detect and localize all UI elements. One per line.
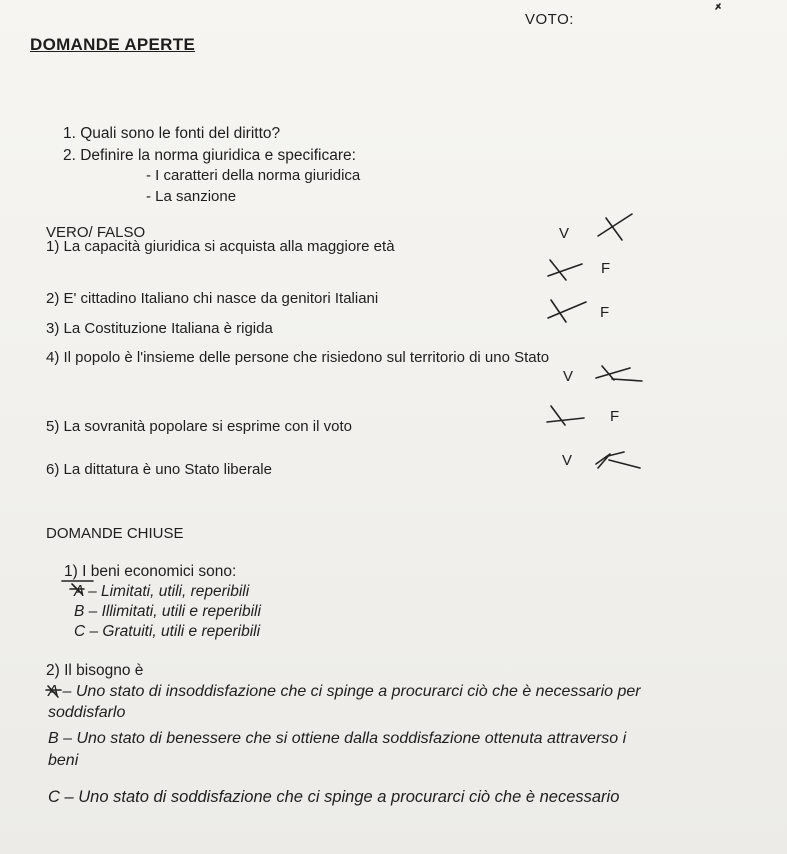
cross-out-mark-tf3 (548, 300, 586, 322)
tf-item-4: 4) Il popolo è l'insieme delle persone che risiedono sul territorio di uno Stato (46, 349, 550, 366)
tf-item-3: 3) La Costituzione Italiana è rigida (46, 320, 273, 337)
closed-question-1: 1) I beni economici sono: (64, 563, 237, 580)
tf-1-true: V (559, 225, 570, 242)
closed-q2-option-b: B – Uno stato di benessere che si ottiene dalla soddisfazione ottenuta attraverso i (48, 730, 627, 747)
tf-5-false: F (610, 408, 620, 425)
open-question-1: 1. Quali sono le fonti del diritto? (63, 125, 281, 142)
closed-question-2: 2) Il bisogno è (46, 662, 144, 679)
open-questions-title: DOMANDE APERTE (30, 35, 196, 54)
cross-out-mark-tf2 (548, 260, 582, 280)
tf-6-true: V (562, 452, 573, 469)
tf-item-5: 5) La sovranità popolare si esprime con il voto (46, 418, 352, 435)
closed-q2-option-a: A – Uno stato di insoddisfazione che ci spinge a procurarci ciò che è necessario per (48, 683, 641, 700)
cross-out-mark-tf4 (596, 366, 642, 381)
closed-questions-title: DOMANDE CHIUSE (46, 525, 184, 542)
closed-q2-option-a-continued: soddisfarlo (48, 704, 126, 721)
true-false-title: VERO/ FALSO (46, 224, 146, 241)
tf-3-false: F (600, 304, 610, 321)
open-question-2-sub-2: - La sanzione (146, 188, 237, 205)
tf-item-6: 6) La dittatura è uno Stato liberale (46, 461, 272, 478)
tf-4-true: V (563, 368, 574, 385)
tf-item-1: 1) La capacità giuridica si acquista alla maggiore età (46, 238, 395, 255)
ink-dot-mark (716, 4, 720, 9)
closed-q1-option-a: A – Limitati, utili, reperibili (74, 583, 250, 600)
open-question-2: 2. Definire la norma giuridica e specificare: (63, 147, 356, 164)
open-question-2-sub-1: - I caratteri della norma giuridica (146, 167, 361, 184)
tf-2-false: F (601, 260, 611, 277)
cross-out-mark-tf6 (596, 452, 640, 468)
cross-out-mark-tf5 (547, 406, 584, 425)
cross-out-mark-tf1 (598, 214, 632, 240)
closed-q1-option-b: B – Illimitati, utili e reperibili (74, 603, 261, 620)
closed-q1-option-c: C – Gratuiti, utili e reperibili (74, 623, 261, 640)
tf-item-2: 2) E' cittadino Italiano chi nasce da genitori Italiani (46, 290, 379, 307)
closed-q2-option-c: C – Uno stato di soddisfazione che ci spinge a procurarci ciò che è necessario (48, 788, 620, 806)
closed-q2-option-b-continued: beni (48, 752, 79, 769)
voto-label: VOTO: (525, 11, 574, 28)
